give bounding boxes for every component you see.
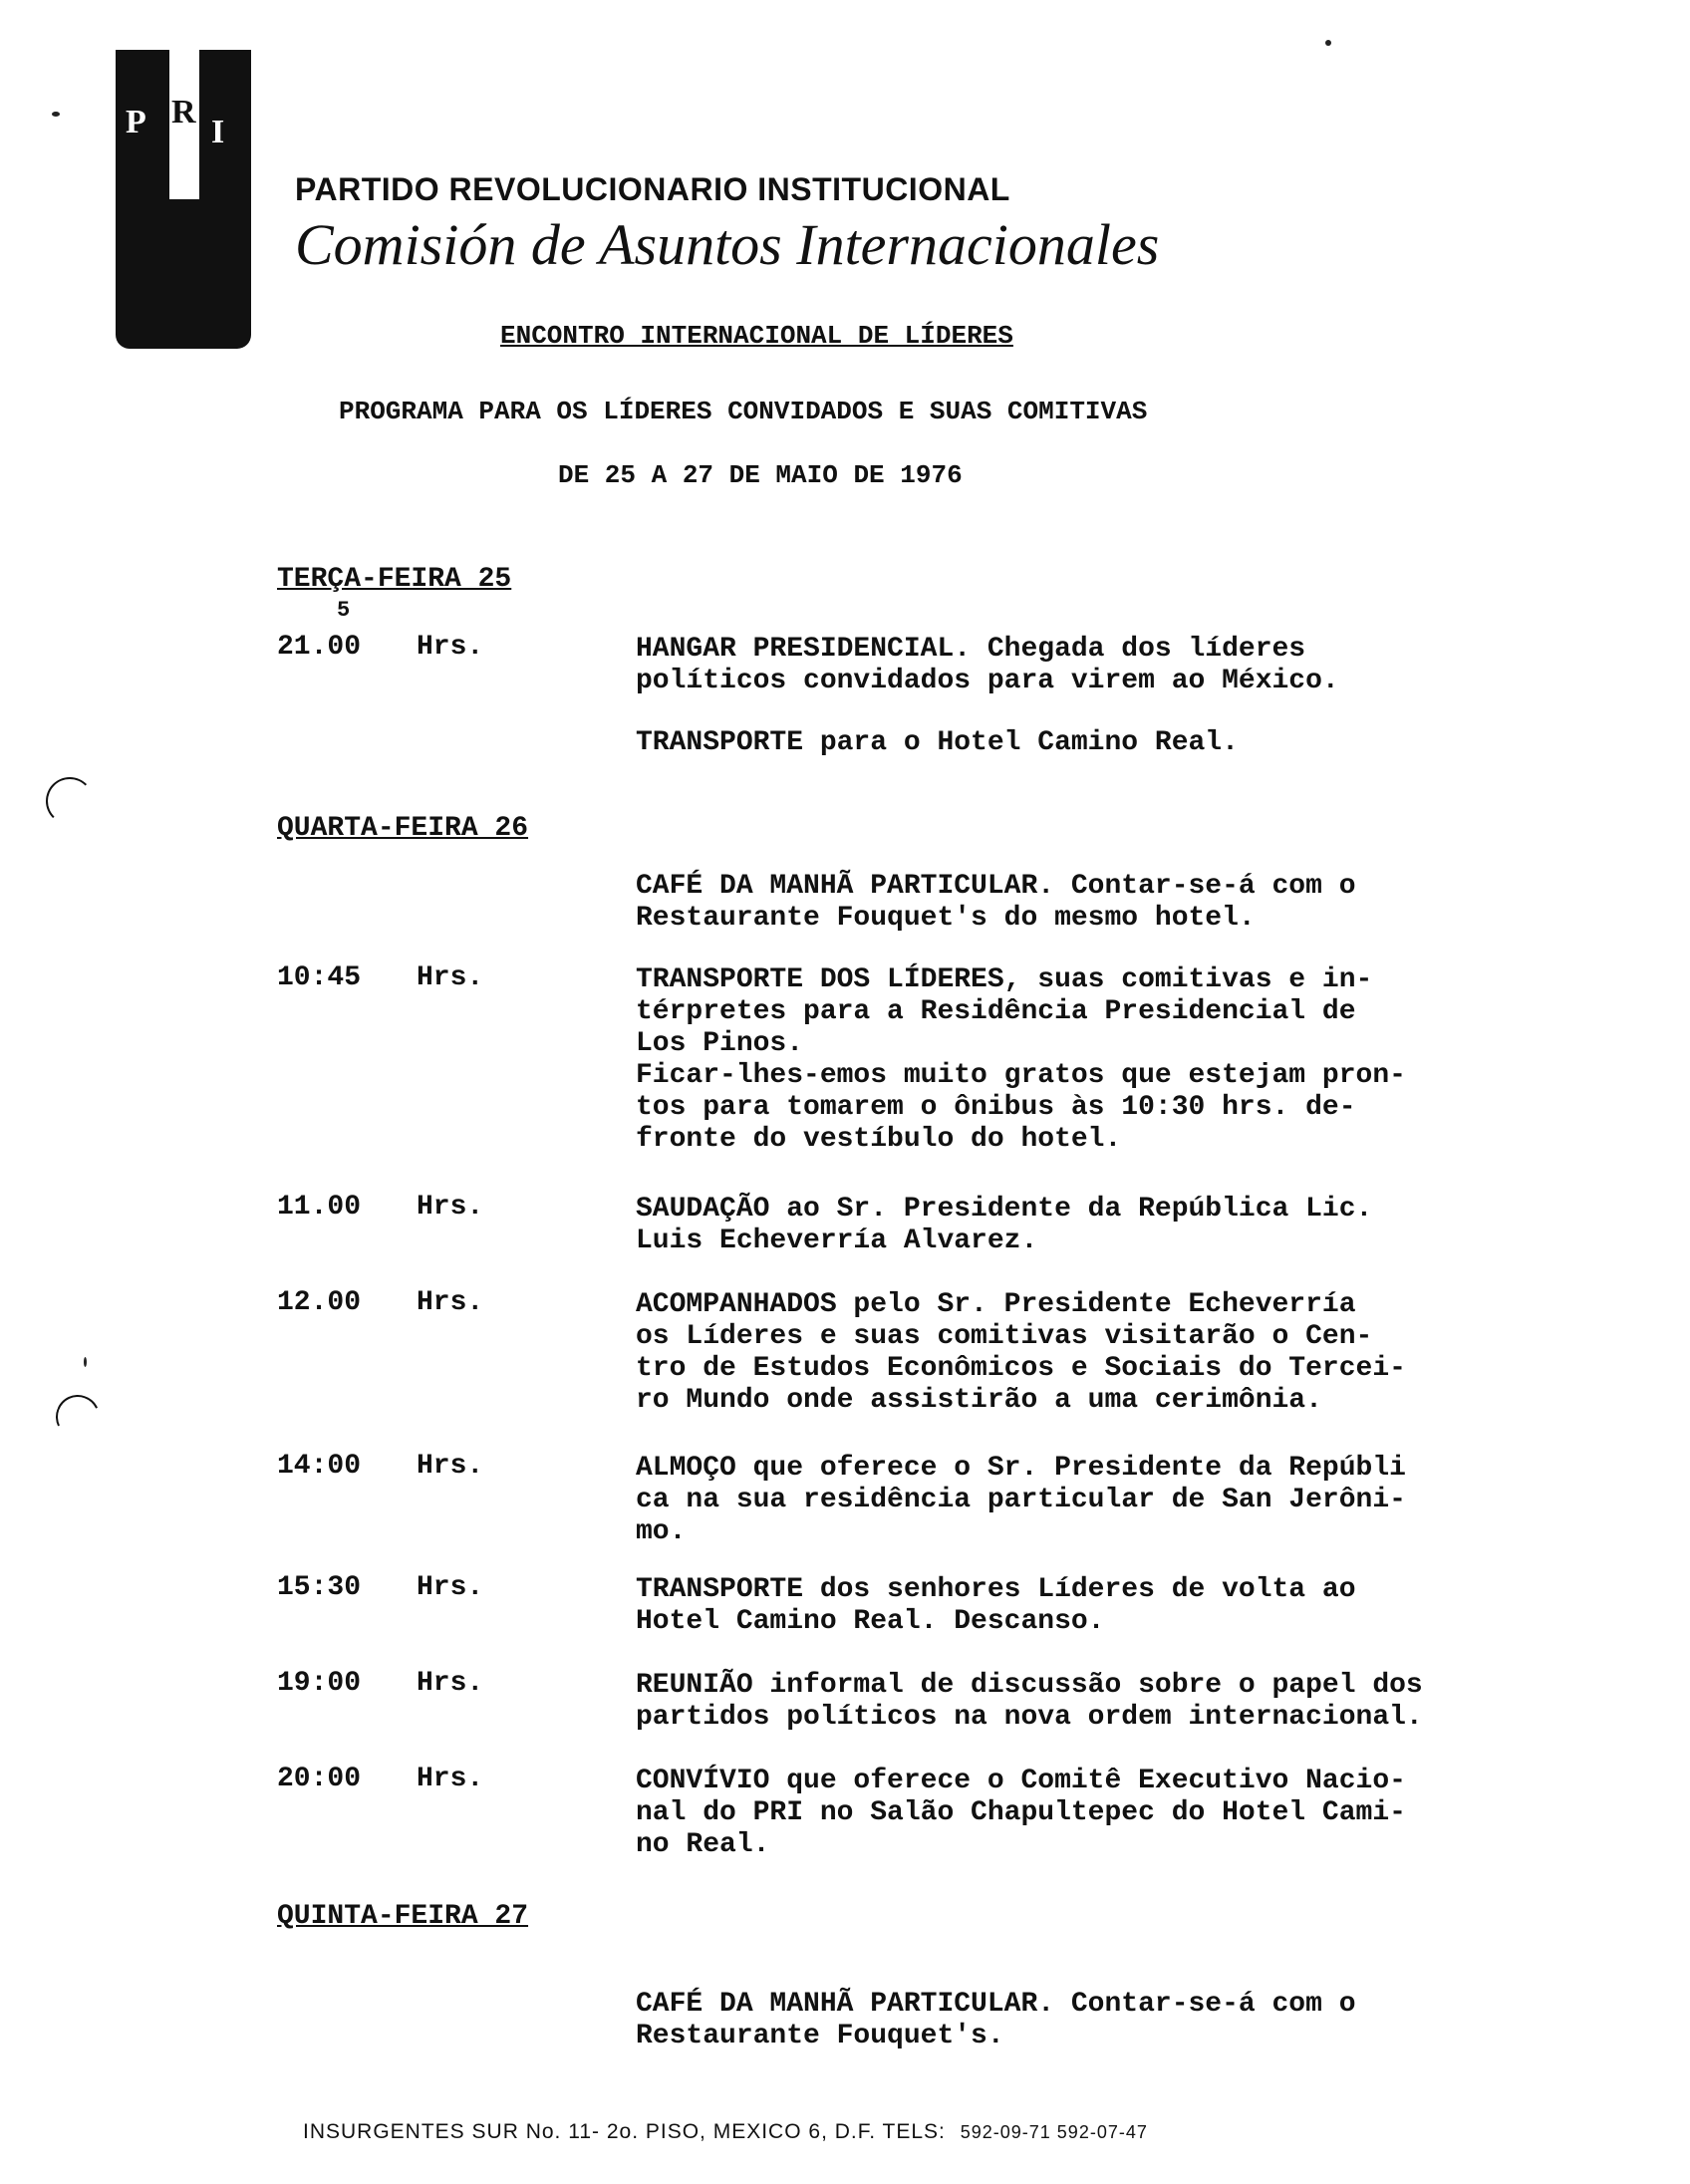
event-description: REUNIÃO informal de discussão sobre o papel dos partidos políticos na nova ordem internacional. [636, 1670, 1423, 1733]
event-description: TRANSPORTE dos senhores Líderes de volta ao Hotel Camino Real. Descanso. [636, 1574, 1356, 1637]
event-time: 12.00 [277, 1287, 362, 1318]
date-range: DE 25 A 27 DE MAIO DE 1976 [558, 460, 963, 490]
event-time: 19:00 [277, 1668, 362, 1699]
scan-speck [1325, 40, 1331, 46]
event-description: HANGAR PRESIDENCIAL. Chegada dos líderes políticos convidados para virem ao México. [636, 634, 1339, 696]
event-time-unit: Hrs. [417, 962, 484, 993]
event-description: CAFÉ DA MANHÃ PARTICULAR. Contar-se-á com o Restaurante Fouquet's do mesmo hotel. [636, 871, 1356, 934]
event-description: ACOMPANHADOS pelo Sr. Presidente Echeverría os Líderes e suas comitivas visitarão o Cen- tro de Estudos Econômicos e Sociais do Tercei- ro Mundo onde assistirão a uma cerimônia. [636, 1289, 1406, 1416]
event-time-unit: Hrs. [417, 1287, 484, 1318]
event-description: TRANSPORTE DOS LÍDERES, suas comitivas e in- térpretes para a Residência Presidencial de Los Pinos. Ficar-lhes-emos muito gratos que estejam pron- tos para tomarem o ônibus às 10:30 hrs. de- fronte do vestíbulo do hotel. [636, 964, 1406, 1155]
logo-letter-r: R [171, 94, 196, 131]
event-time: 11.00 [277, 1192, 362, 1223]
day-heading-thursday: QUINTA-FEIRA 27 [277, 1901, 529, 1932]
logo-letter-p: P [126, 104, 146, 140]
scan-speck [84, 1357, 87, 1367]
event-time-unit: Hrs. [417, 1764, 484, 1794]
scan-artifact [50, 1389, 106, 1445]
event-time: 15:30 [277, 1572, 362, 1603]
event-description: SAUDAÇÃO ao Sr. Presidente da República Lic. Luis Echeverría Alvarez. [636, 1194, 1373, 1256]
event-time-unit: Hrs. [417, 1668, 484, 1699]
event-time-unit: Hrs. [417, 1572, 484, 1603]
logo-letter-i: I [211, 114, 225, 150]
event-time: 14:00 [277, 1451, 362, 1482]
footer-address-text: INSURGENTES SUR No. 11- 2o. PISO, MEXICO 6, D.F. TELS: [303, 2120, 946, 2143]
footer-phones: 592-09-71 592-07-47 [960, 2122, 1148, 2142]
program-title: PROGRAMA PARA OS LÍDERES CONVIDADOS E SUAS COMITIVAS [339, 397, 1148, 426]
commission-name: Comisión de Asuntos Internacionales [295, 212, 1160, 277]
handwritten-mark: 5 [337, 598, 351, 623]
event-description: ALMOÇO que oferece o Sr. Presidente da Repúbli ca na sua residência particular de San Jerôni- mo. [636, 1453, 1406, 1547]
event-time-unit: Hrs. [417, 1451, 484, 1482]
event-description: CONVÍVIO que oferece o Comitê Executivo Nacio- nal do PRI no Salão Chapultepec do Hotel Cami- no Real. [636, 1766, 1406, 1860]
event-time-unit: Hrs. [417, 632, 484, 663]
event-title: ENCONTRO INTERNACIONAL DE LÍDERES [500, 321, 1013, 351]
party-name: PARTIDO REVOLUCIONARIO INSTITUCIONAL [295, 171, 1010, 207]
event-time: 20:00 [277, 1764, 362, 1794]
scan-artifact [46, 777, 94, 825]
day-heading-tuesday: TERÇA-FEIRA 25 [277, 564, 512, 595]
event-description: TRANSPORTE para o Hotel Camino Real. [636, 727, 1239, 758]
pri-logo [116, 50, 251, 349]
footer-address [303, 2120, 1148, 2144]
event-time: 21.00 [277, 632, 362, 663]
scan-speck [52, 112, 60, 117]
event-time-unit: Hrs. [417, 1192, 484, 1223]
event-time: 10:45 [277, 962, 362, 993]
day-heading-wednesday: QUARTA-FEIRA 26 [277, 813, 529, 844]
event-description: CAFÉ DA MANHÃ PARTICULAR. Contar-se-á com o Restaurante Fouquet's. [636, 1989, 1356, 2051]
